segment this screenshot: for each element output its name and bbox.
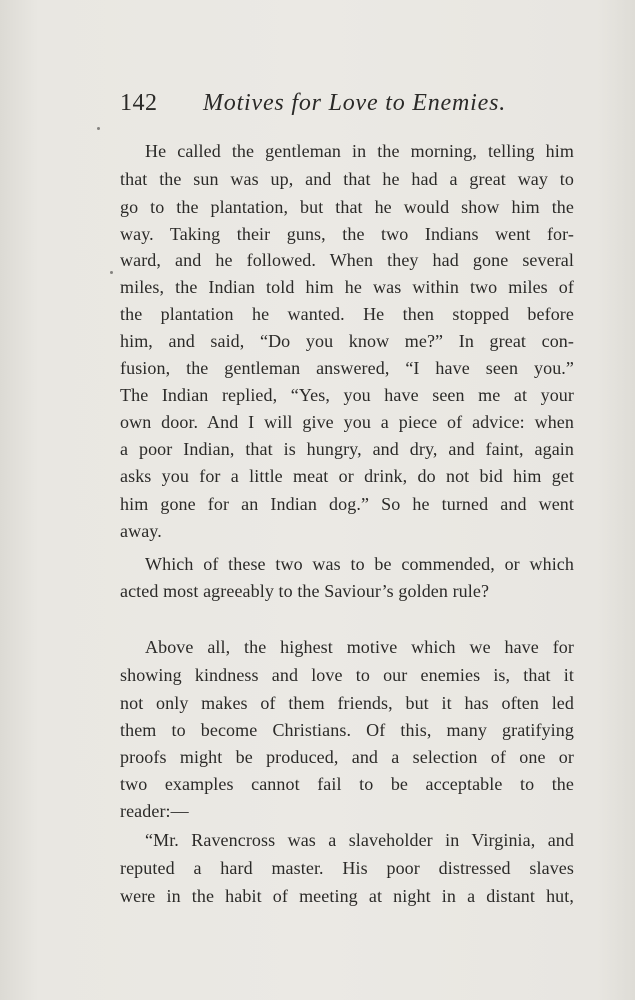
text-line: acted most agreeably to the Saviour’s golden rule? [120, 581, 490, 601]
text-line: Above all, the highest motive which we have for [145, 637, 574, 657]
text-line: not only makes of them friends, but it has often led [120, 693, 574, 713]
text-line: fusion, the gentleman answered, “I have seen you.” [120, 358, 574, 378]
text-line: the plantation he wanted. He then stopped before [120, 304, 574, 324]
paper-speck [97, 127, 100, 130]
page-number: 142 [120, 90, 158, 116]
text-line: them to become Christians. Of this, many gratifying [120, 720, 574, 740]
text-line: away. [120, 521, 162, 541]
text-line: reader:— [120, 801, 189, 821]
text-line: ward, and he followed. When they had gone several [120, 250, 574, 270]
text-line: reputed a hard master. His poor distressed slaves [120, 858, 574, 878]
text-line: two examples cannot fail to be acceptable to the [120, 774, 574, 794]
text-line: own door. And I will give you a piece of advice: when [120, 412, 574, 432]
text-line: showing kindness and love to our enemies is, that it [120, 665, 574, 685]
text-line: He called the gentleman in the morning, telling him [145, 141, 574, 161]
page-header [120, 90, 507, 124]
text-line: The Indian replied, “Yes, you have seen me at your [120, 385, 574, 405]
text-line: asks you for a little meat or drink, do not bid him get [120, 466, 574, 486]
text-line: were in the habit of meeting at night in a distant hut, [120, 886, 574, 906]
paper-speck [110, 271, 113, 274]
text-line: Which of these two was to be commended, or which [145, 554, 574, 574]
text-line: “Mr. Ravencross was a slaveholder in Virginia, and [145, 830, 574, 850]
text-line: go to the plantation, but that he would show him the [120, 197, 574, 217]
text-line: way. Taking their guns, the two Indians went for- [120, 224, 574, 244]
text-line: proofs might be produced, and a selection of one or [120, 747, 574, 767]
text-line: him, and said, “Do you know me?” In great con- [120, 331, 574, 351]
text-line: miles, the Indian told him he was within two miles of [120, 277, 574, 297]
text-line: that the sun was up, and that he had a great way to [120, 169, 574, 189]
text-line: a poor Indian, that is hungry, and dry, and faint, again [120, 439, 574, 459]
text-line: him gone for an Indian dog.” So he turned and went [120, 494, 574, 514]
running-title: Motives for Love to Enemies. [203, 90, 507, 116]
